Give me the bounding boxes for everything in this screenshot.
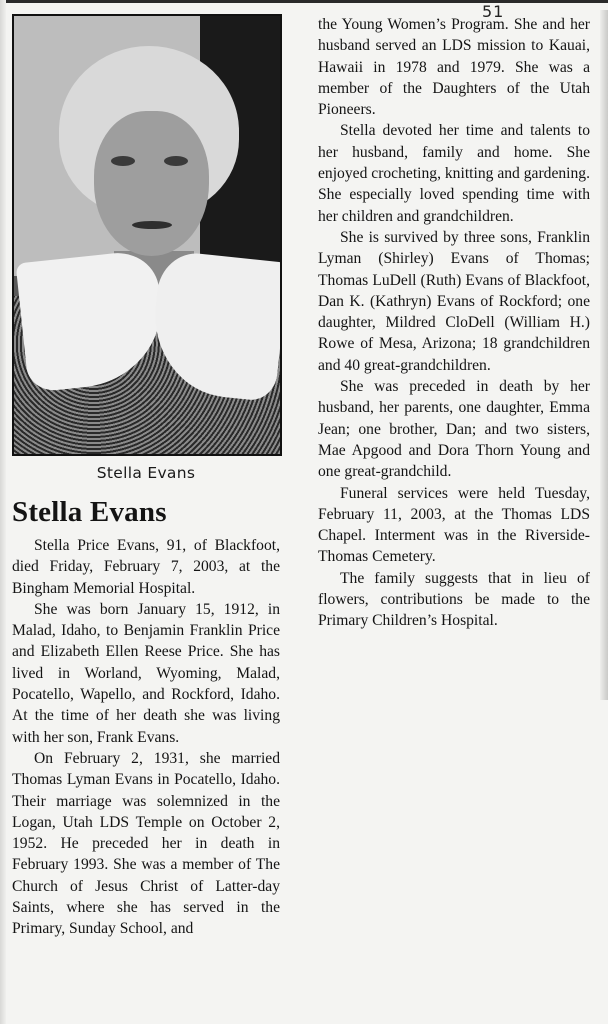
top-border-rule	[0, 0, 608, 3]
handwritten-page-mark: 51	[482, 2, 505, 21]
obituary-paragraph: She was born January 15, 1912, in Malad, Idaho, to Benjamin Franklin Price and Elizabeth Ellen Reese Price. She has lived in Worland, Wyoming, Malad, Pocatello, Wapello, and Rockford, Idaho. At the time of her death she was living with her son, Frank Evans.	[12, 600, 280, 746]
photo-mouth	[132, 221, 172, 229]
scan-left-edge	[0, 0, 6, 1024]
left-column	[12, 14, 280, 940]
photo-caption: Stella Evans	[96, 464, 196, 482]
obituary-paragraph: She was preceded in death by her husband, her parents, one daughter, Emma Jean; one brother, Dan; and two sisters, Mae Apgood and Dora Thorn Young and one great-grandchild.	[318, 378, 590, 481]
portrait-photo	[12, 14, 282, 456]
photo-eye-left	[111, 156, 135, 166]
scan-right-edge	[600, 10, 608, 700]
obituary-paragraph: She is survived by three sons, Franklin Lyman (Shirley) Evans of Thomas; Thomas LuDell (Ruth) Evans of Blackfoot, Dan K. (Kathryn) Evans of Rockford; one daughter, Mildred CloDell (William H.) Rowe of Mesa, Arizona; 18 grandchildren and 40 great-grandchildren.	[318, 228, 590, 374]
obituary-paragraph: Stella devoted her time and talents to her husband, family and home. She enjoyed crocheting, knitting and gardening. She especially loved spending time with her children and grandchildren.	[318, 122, 590, 225]
right-column	[318, 14, 590, 632]
photo-face	[94, 111, 209, 256]
obituary-paragraph: Funeral services were held Tuesday, February 11, 2003, at the Thomas LDS Chapel. Interment was in the Riverside-Thomas Cemetery.	[318, 484, 590, 566]
photo-eye-right	[164, 156, 188, 166]
obituary-paragraph-continuation: the Young Women’s Program. She and her husband served an LDS mission to Kauai, Hawaii in 1978 and 1979. She was a member of the Daughters of the Utah Pioneers.	[318, 16, 590, 119]
obituary-paragraph: On February 2, 1931, she married Thomas Lyman Evans in Pocatello, Idaho. Their marriage was solemnized in the Logan, Utah LDS Temple on October 2, 1952. He preceded her in death in February 1993. She was a member of The Church of Jesus Christ of Latter-day Saints, where she has served in the Primary, Sunday School, and	[12, 749, 280, 938]
obituary-headline: Stella Evans	[12, 496, 167, 528]
obituary-paragraph: Stella Price Evans, 91, of Blackfoot, died Friday, February 7, 2003, at the Bingham Memorial Hospital.	[12, 537, 280, 597]
obituary-paragraph: The family suggests that in lieu of flowers, contributions be made to the Primary Children’s Hospital.	[318, 569, 590, 630]
